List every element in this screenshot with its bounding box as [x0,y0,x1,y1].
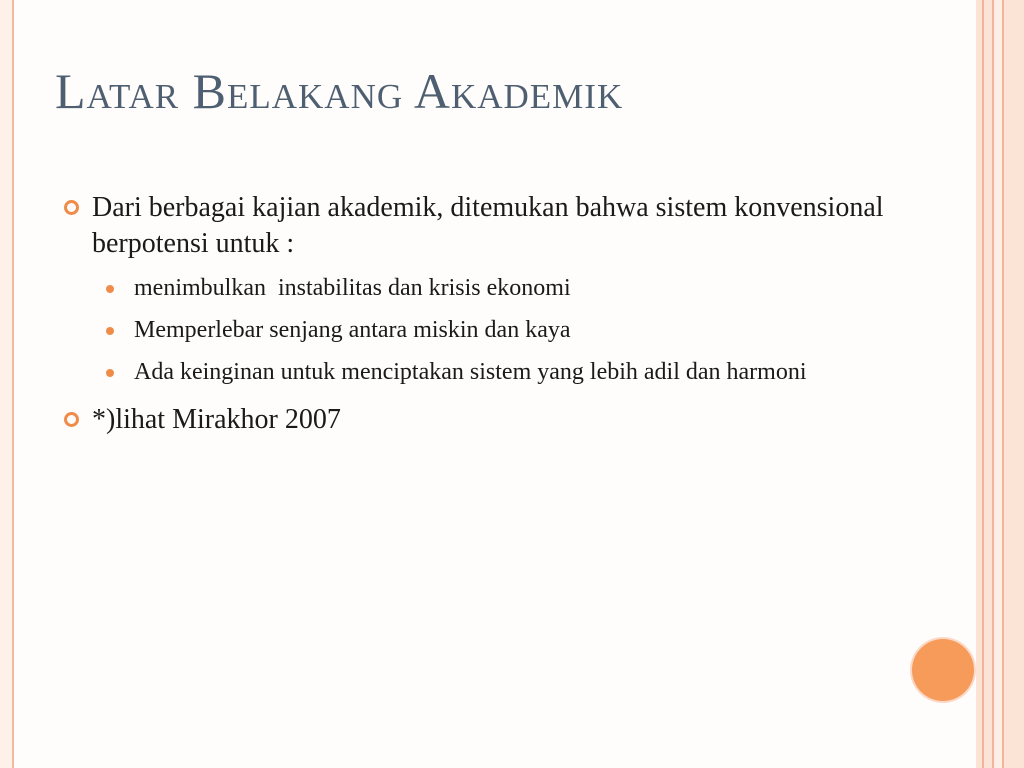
filled-dot-bullet-icon [106,327,114,335]
right-stripe [984,0,992,768]
right-stripe [1004,0,1024,768]
sub-bullet-item [62,314,922,346]
sub-bullet-item [62,356,922,388]
left-frame-line [12,0,14,768]
right-stripe [994,0,1002,768]
filled-dot-bullet-icon [106,285,114,293]
bullet-text: Dari berbagai kajian akademik, ditemukan bahwa sistem konvensional berpotensi untuk : [92,192,884,259]
hollow-circle-bullet-icon [64,200,79,215]
sub-bullet-text: Memperlebar senjang antara miskin dan kaya [134,317,571,343]
slide-title: Latar Belakang Akademik [55,63,624,119]
bullet-text: *)lihat Mirakhor 2007 [92,404,341,435]
orange-circle-decoration [912,639,974,701]
bullet-item [62,402,922,438]
hollow-circle-bullet-icon [64,412,79,427]
slide-content [62,190,922,438]
filled-dot-bullet-icon [106,369,114,377]
sub-bullet-text: menimbulkan instabilitas dan krisis ekonomi [134,275,571,301]
bullet-item [62,190,922,262]
sub-bullet-list [62,272,922,388]
sub-bullet-item [62,272,922,304]
sub-bullet-text: Ada keinginan untuk menciptakan sistem yang lebih adil dan harmoni [134,359,807,385]
